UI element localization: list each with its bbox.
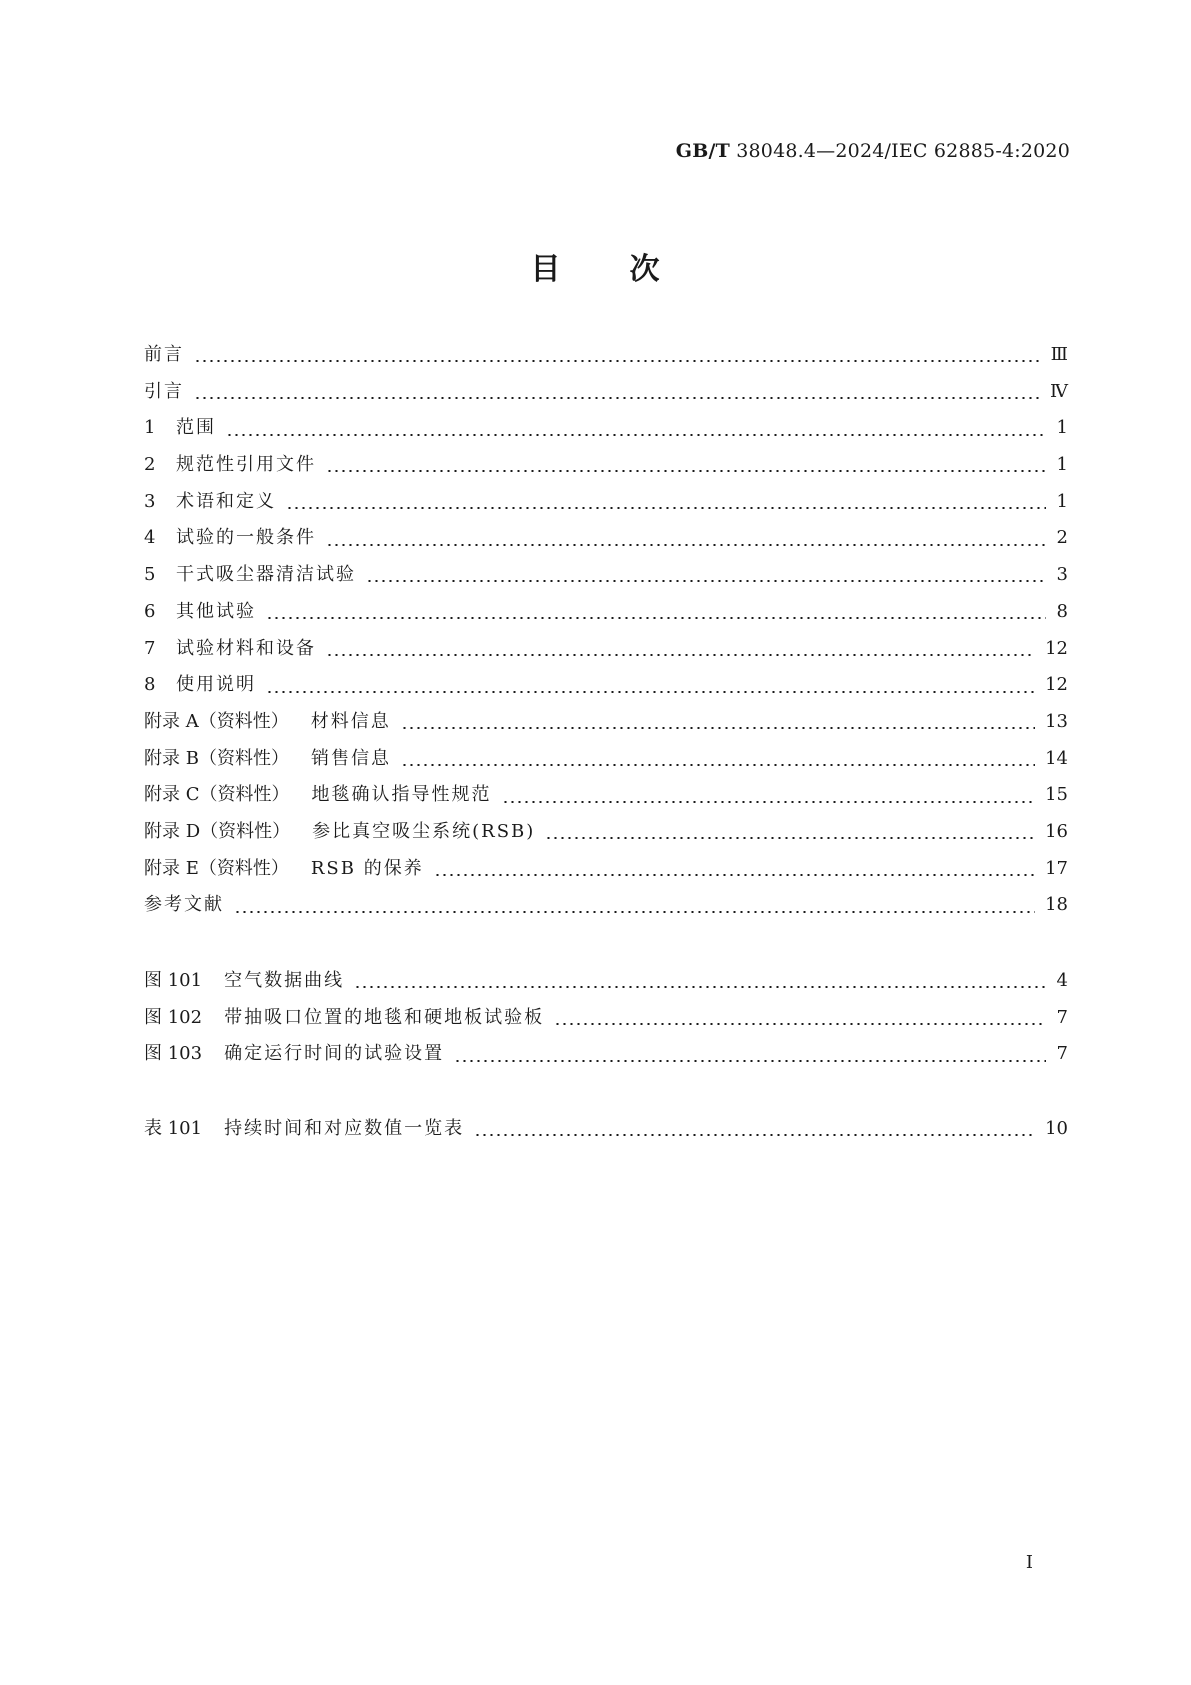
toc-entry-annex-b[interactable] — [144, 744, 1068, 781]
figure-entry-number: 图 103 — [144, 1043, 203, 1065]
toc-entry-title: 干式吸尘器清洁试验 — [176, 564, 356, 586]
toc-entry-number: 附录 A（资料性） — [144, 710, 289, 732]
figure-entry-page: 7 — [1056, 1006, 1068, 1028]
toc-dot-leader — [226, 434, 1046, 436]
toc-dot-leader — [545, 837, 1035, 839]
toc-entry-title: 范围 — [176, 417, 216, 439]
document-code — [676, 140, 1070, 162]
toc-entry-page: 1 — [1056, 417, 1068, 439]
toc-entry-title: 使用说明 — [176, 674, 256, 696]
toc-entry-page: 1 — [1056, 454, 1068, 476]
toc-entry-5[interactable] — [144, 560, 1068, 597]
toc-entry-page: 15 — [1045, 784, 1068, 806]
table-entry-title: 持续时间和对应数值一览表 — [224, 1118, 465, 1139]
toc-entry-number: 1 — [144, 417, 156, 439]
figure-entry-title: 确定运行时间的试验设置 — [224, 1043, 445, 1065]
toc-entry-title: 参比真空吸尘系统(RSB) — [312, 820, 536, 842]
toc-entry-number: 3 — [144, 490, 156, 512]
page-title-right: 次 — [629, 252, 661, 287]
toc-entry-title: 其他试验 — [176, 600, 256, 622]
toc-dot-leader — [194, 360, 1041, 362]
table-entry-page: 10 — [1045, 1118, 1068, 1139]
toc-entry-number: 6 — [144, 600, 156, 622]
toc-entry-title: 前言 — [144, 344, 184, 365]
toc-entry-title: 规范性引用文件 — [176, 454, 316, 476]
toc-dot-leader — [266, 691, 1035, 693]
toc-entry-introduction[interactable] — [144, 377, 1068, 414]
toc-entry-number: 附录 C（资料性） — [144, 784, 290, 806]
toc-entry-page: 12 — [1045, 637, 1068, 659]
toc-dot-leader — [434, 874, 1035, 876]
toc-entry-annex-e[interactable] — [144, 854, 1068, 891]
figure-entry-title: 带抽吸口位置的地毯和硬地板试验板 — [224, 1006, 545, 1028]
toc-entry-page: 12 — [1045, 674, 1068, 696]
toc-entry-foreword[interactable] — [144, 340, 1068, 377]
toc-entry-page: 3 — [1056, 564, 1068, 586]
list-of-figures — [144, 966, 1068, 1076]
toc-entry-page: 1 — [1056, 490, 1068, 512]
figure-entry-title: 空气数据曲线 — [224, 970, 345, 991]
toc-dot-leader — [354, 986, 1046, 988]
toc-entry-title: 地毯确认指导性规范 — [311, 784, 492, 806]
toc-entry-number: 4 — [144, 527, 156, 549]
toc-entry-1[interactable] — [144, 413, 1068, 450]
toc-entry-number: 8 — [144, 674, 156, 696]
toc-entry-title: 试验材料和设备 — [176, 637, 316, 659]
toc-entry-number: 5 — [144, 564, 156, 586]
toc-dot-leader — [326, 470, 1046, 472]
toc-entry-title: 术语和定义 — [176, 490, 276, 512]
figure-entry-102[interactable] — [144, 1003, 1068, 1040]
document-code-prefix: GB/T — [675, 140, 730, 162]
toc-dot-leader — [286, 507, 1046, 509]
toc-entry-title: 参考文献 — [144, 894, 224, 916]
toc-dot-leader — [502, 801, 1036, 803]
list-of-tables — [144, 1114, 1068, 1151]
toc-entry-page: Ⅳ — [1050, 380, 1068, 402]
toc-dot-leader — [266, 617, 1046, 619]
toc-entry-page: 2 — [1056, 527, 1068, 549]
toc-dot-leader — [401, 727, 1035, 729]
toc-entry-title: 材料信息 — [310, 710, 391, 732]
toc-entry-number: 2 — [144, 454, 156, 476]
toc-entry-page: 8 — [1056, 600, 1068, 622]
toc-entry-page: 13 — [1045, 710, 1068, 732]
toc-entry-4[interactable] — [144, 523, 1068, 560]
toc-dot-leader — [194, 397, 1040, 399]
toc-entry-number: 附录 E（资料性） — [144, 857, 289, 879]
page-title-left: 目 — [530, 252, 562, 287]
toc-entry-annex-a[interactable] — [144, 707, 1068, 744]
toc-entry-2[interactable] — [144, 450, 1068, 487]
figure-entry-page: 4 — [1056, 970, 1068, 991]
toc-entry-number: 7 — [144, 637, 156, 659]
toc-entry-page: 14 — [1045, 747, 1068, 769]
toc-entry-title: 试验的一般条件 — [176, 527, 316, 549]
toc-entry-7[interactable] — [144, 634, 1068, 671]
toc-entry-number: 附录 D（资料性） — [144, 820, 291, 842]
toc-entry-3[interactable] — [144, 487, 1068, 524]
document-code-number: 38048.4—2024/IEC 62885-4:2020 — [729, 140, 1070, 162]
toc-entry-bibliography[interactable] — [144, 890, 1068, 927]
toc-dot-leader — [366, 580, 1046, 582]
figure-entry-103[interactable] — [144, 1039, 1068, 1076]
page-title — [0, 244, 1191, 288]
toc-dot-leader — [454, 1060, 1046, 1062]
toc-entry-8[interactable] — [144, 670, 1068, 707]
toc-entry-page: 17 — [1045, 857, 1068, 879]
toc-dot-leader — [401, 764, 1035, 766]
toc-dot-leader — [234, 911, 1035, 913]
toc-entry-page: 18 — [1045, 894, 1068, 916]
toc-entry-page: Ⅲ — [1050, 344, 1068, 365]
figure-entry-number: 图 101 — [144, 970, 203, 991]
table-entry-number: 表 101 — [144, 1118, 203, 1139]
toc-entry-number: 附录 B（资料性） — [144, 747, 289, 769]
toc-entry-annex-c[interactable] — [144, 780, 1068, 817]
toc-entry-page: 16 — [1045, 820, 1068, 842]
toc-entry-annex-d[interactable] — [144, 817, 1068, 854]
toc-dot-leader — [326, 654, 1035, 656]
toc-dot-leader — [474, 1134, 1035, 1136]
toc-entry-title: 销售信息 — [310, 747, 391, 769]
toc-dot-leader — [554, 1023, 1046, 1025]
figure-entry-number: 图 102 — [144, 1006, 203, 1028]
table-entry-101[interactable] — [144, 1114, 1068, 1151]
toc-dot-leader — [326, 544, 1046, 546]
figure-entry-101[interactable] — [144, 966, 1068, 1003]
toc-entry-6[interactable] — [144, 597, 1068, 634]
toc-entry-title: 引言 — [144, 380, 184, 402]
toc-entry-title: RSB 的保养 — [310, 857, 424, 879]
page-number: I — [1025, 1552, 1033, 1573]
table-of-contents — [144, 340, 1068, 927]
figure-entry-page: 7 — [1056, 1043, 1068, 1065]
